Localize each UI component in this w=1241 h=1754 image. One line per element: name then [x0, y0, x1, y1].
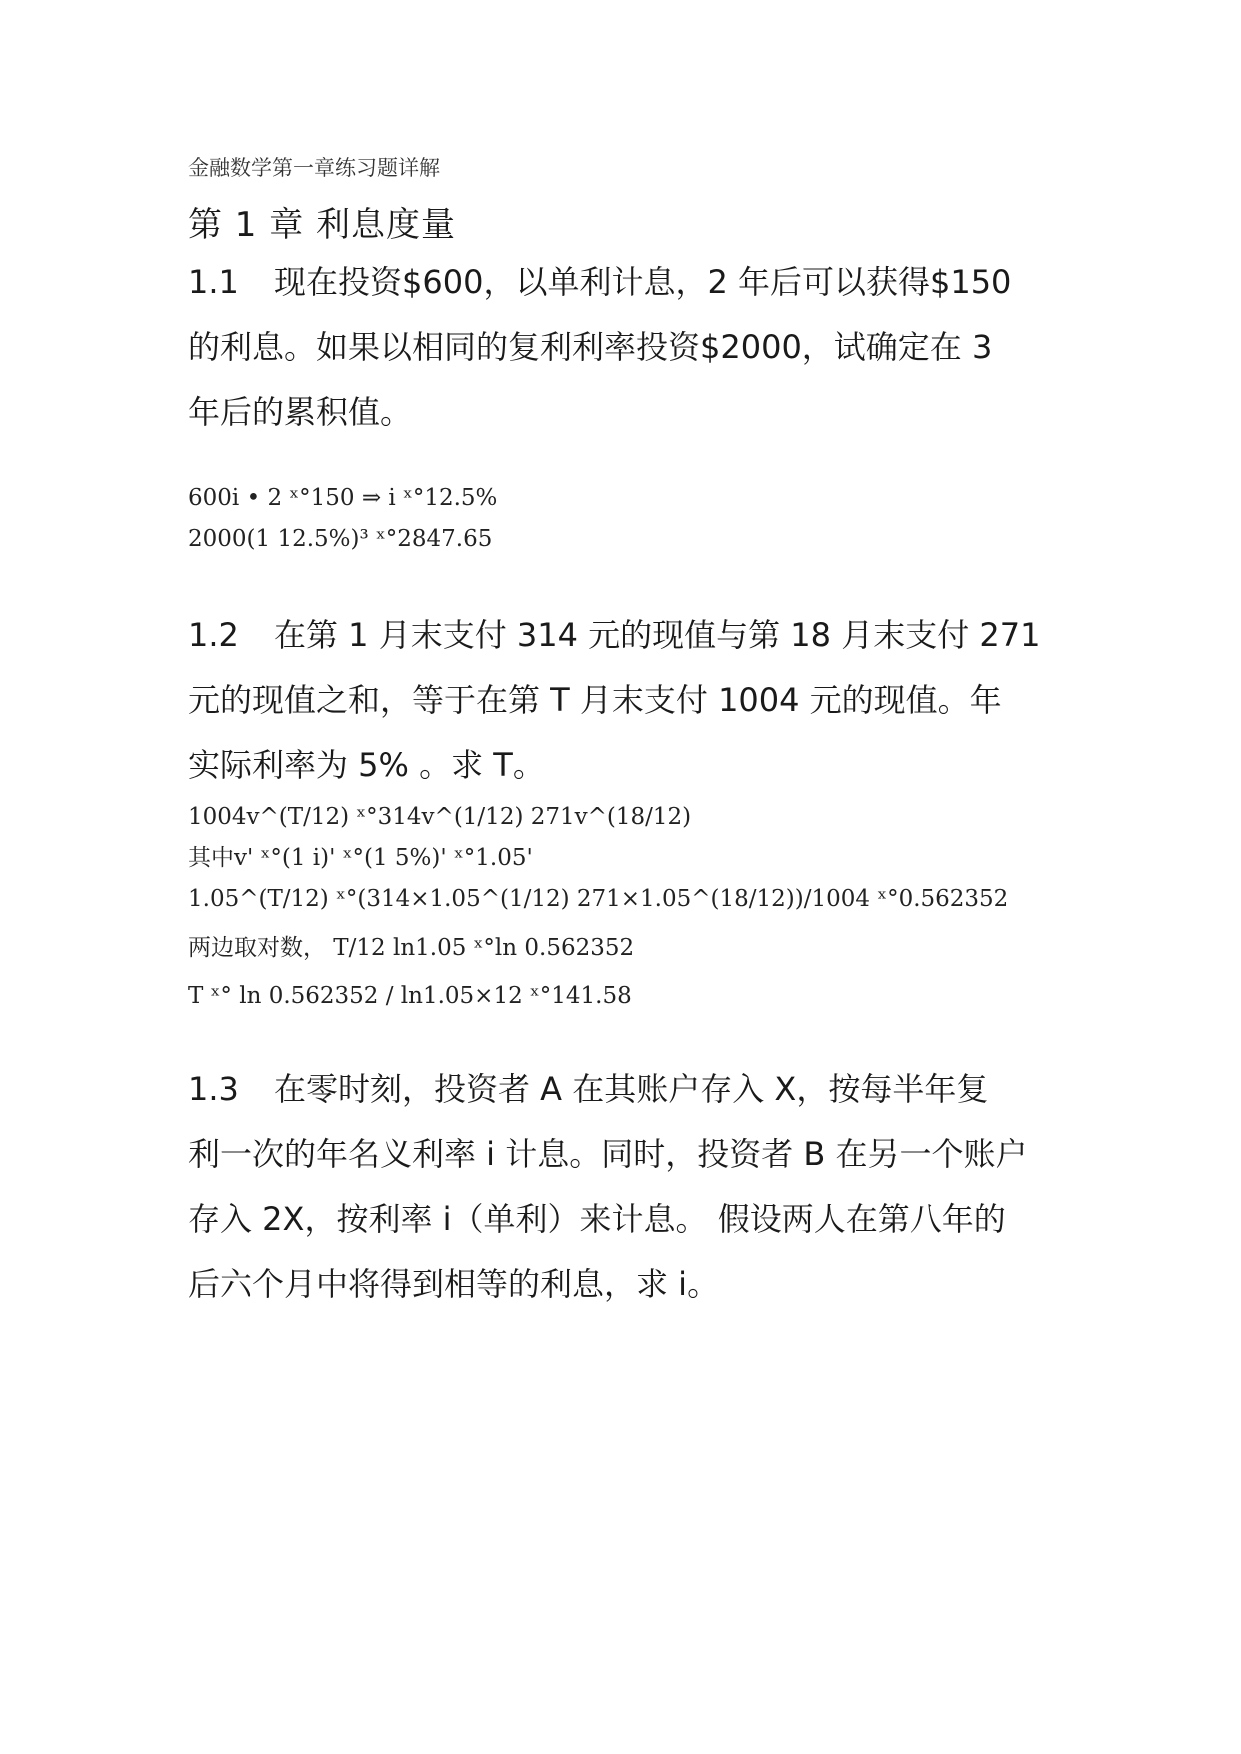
problem-line: 元的现值之和，等于在第 T 月末支付 1004 元的现值。年 [188, 681, 1002, 719]
solution-line: 两边取对数， T/12 ln1.05 ˣ°ln 0.562352 [188, 935, 635, 961]
solution-line: 1004v^(T/12) ˣ°314v^(1/12) 271v^(18/12) [188, 804, 692, 830]
problem-1-3 [188, 1057, 1148, 1317]
problem-text: 在零时刻，投资者 A 在其账户存入 X，按每半年复 [274, 1070, 989, 1108]
problem-line: 存入 2X，按利率 i（单利）来计息。 假设两人在第八年的 [188, 1200, 1006, 1238]
problem-line [188, 603, 1148, 668]
problem-line: 实际利率为 5% 。求 T。 [188, 746, 545, 784]
chapter-title: 第 1 章 利息度量 [188, 205, 457, 245]
problem-line [188, 250, 1148, 315]
solution-line: 600i • 2 ˣ°150 ⇒ i ˣ°12.5% [188, 485, 498, 511]
problem-number: 1.1 [188, 263, 239, 301]
solution-line: T ˣ° ln 0.562352 / ln1.05×12 ˣ°141.58 [188, 983, 632, 1009]
problem-line: 利一次的年名义利率 i 计息。同时，投资者 B 在另一个账户 [188, 1135, 1028, 1173]
problem-number: 1.3 [188, 1070, 239, 1108]
problem-line: 年后的累积值。 [188, 393, 413, 431]
problem-1-1 [188, 250, 1148, 445]
problem-text: 在第 1 月末支付 314 元的现值与第 18 月末支付 271 [274, 616, 1041, 654]
problem-number: 1.2 [188, 616, 239, 654]
solution-1-2 [188, 797, 1009, 1017]
solution-line: 2000(1 12.5%)³ ˣ°2847.65 [188, 526, 493, 552]
problem-line: 后六个月中将得到相等的利息，求 i。 [188, 1265, 720, 1303]
solution-line: 1.05^(T/12) ˣ°(314×1.05^(1/12) 271×1.05^(18/12))/1004 ˣ°0.562352 [188, 886, 1009, 912]
header-note: 金融数学第一章练习题详解 [188, 156, 440, 180]
problem-text: 现在投资$600，以单利计息，2 年后可以获得$150 [274, 263, 1012, 301]
problem-1-2 [188, 603, 1148, 798]
problem-line: 的利息。如果以相同的复利利率投资$2000，试确定在 3 [188, 328, 993, 366]
problem-line [188, 1057, 1148, 1122]
solution-line: 其中v' ˣ°(1 i)' ˣ°(1 5%)' ˣ°1.05' [188, 845, 533, 871]
solution-1-1 [188, 478, 948, 560]
